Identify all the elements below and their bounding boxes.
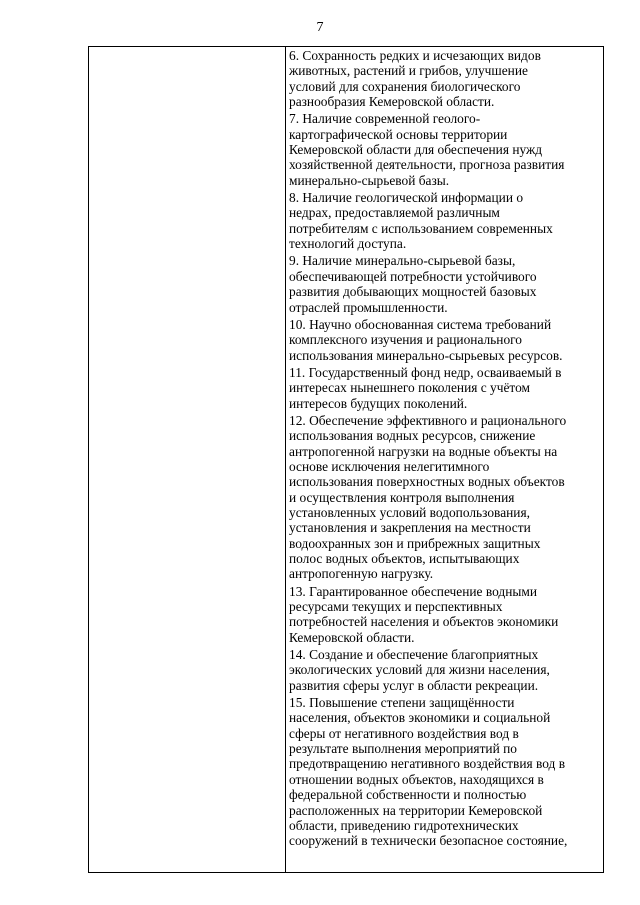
- list-item-11: 11. Государственный фонд недр, осваиваемый в интересах нынешнего поколения с учётом интересов будущих поколений.: [289, 364, 562, 411]
- list-item-7: 7. Наличие современной геолого- картографической основы территории Кемеровской области для обеспечения нужд хозяйственной деятельности, прогноза развития минерально-сырьевой базы.: [289, 111, 565, 188]
- table-right-cell: [286, 47, 603, 872]
- list-item-15: 15. Повышение степени защищённости населения, объектов экономики и социальной сферы от негативного воздействия вод в результате выполнения мероприятий по предотвращению негативного воздействия вод в отношении водных объектов, находящихся в федеральной собственности и полностью расположенных на территории Кемеровской области, приведению гидротехнических сооружений в технически безопасное состояние,: [289, 695, 568, 849]
- page-number: 7: [316, 20, 324, 35]
- list-item-14: 14. Создание и обеспечение благоприятных экологических условий для жизни населения, развития сферы услуг в области рекреации.: [289, 647, 550, 693]
- list-item-8: 8. Наличие геологической информации о недрах, предоставляемой различным потребителям с использованием современных технологий доступа.: [289, 190, 553, 252]
- list-item-6: 6. Сохранность редких и исчезающих видов животных, растений и грибов, улучшение условий для сохранения биологического разнообразия Кемеровской области.: [289, 48, 541, 110]
- list-item-12: 12. Обеспечение эффективного и рационального использования водных ресурсов, снижение антропогенной нагрузки на водные объекты на основе исключения нелегитимного использования поверхностных водных объектов и осуществления контроля выполнения установленных условий водопользования, установления и закрепления на местности водоохранных зон и прибрежных защитных полос водных объектов, испытывающих антропогенную нагрузку.: [289, 412, 567, 582]
- list-item-9: 9. Наличие минерально-сырьевой базы, обеспечивающей потребности устойчивого развития добывающих мощностей базовых отраслей промышленности.: [289, 253, 537, 315]
- list-item-10: 10. Научно обоснованная система требований комплексного изучения и рационального использования минерально-сырьевых ресурсов.: [289, 316, 563, 363]
- list-item-13: 13. Гарантированное обеспечение водными ресурсами текущих и перспективных потребностей населения и объектов экономики Кемеровской области.: [289, 583, 559, 645]
- document-table: [88, 46, 604, 873]
- table-left-cell: [89, 47, 285, 872]
